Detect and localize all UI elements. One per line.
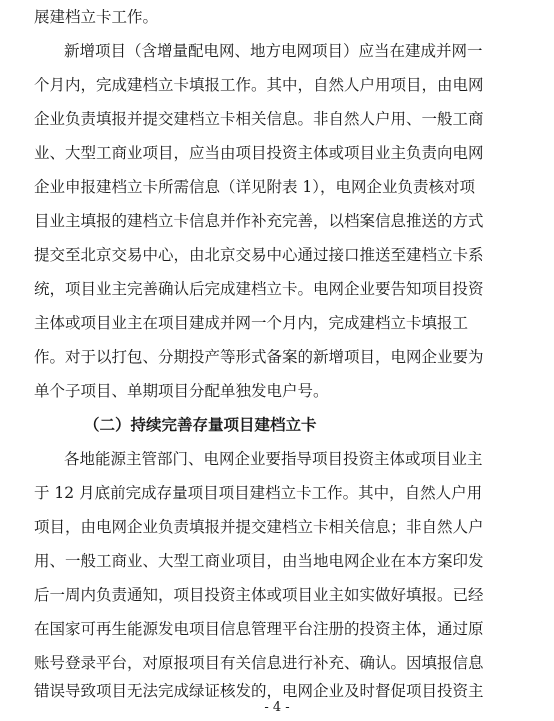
text-line: 错误导致项目无法完成绿证核发的，电网企业及时督促项目投资主 (34, 682, 484, 700)
text-line: 主体或项目业主在项目建成并网一个月内，完成建档立卡填报工 (34, 314, 469, 332)
text-line: 企业负责填报并提交建档立卡相关信息。非自然人户用、一般工商 (34, 110, 484, 128)
text-line: 于 12 月底前完成存量项目项目建档立卡工作。其中，自然人户用 (34, 484, 483, 502)
text-line: 账号登录平台，对原报项目有关信息进行补充、确认。因填报信息 (34, 654, 484, 672)
text-line: 统，项目业主完善确认后完成建档立卡。电网企业要告知项目投资 (34, 280, 484, 298)
text-line: 单个子项目、单期项目分配单独发电户号。 (34, 382, 329, 400)
text-line: 目业主填报的建档立卡信息并作补充完善，以档案信息推送的方式 (34, 212, 484, 230)
paragraph-start: 新增项目（含增量配电网、地方电网项目）应当在建成并网一 (64, 42, 483, 60)
text-line: 在国家可再生能源发电项目信息管理平台注册的投资主体，通过原 (34, 620, 484, 638)
text-line: 作。对于以打包、分期投产等形式备案的新增项目，电网企业要为 (34, 348, 484, 366)
text-line: 个月内，完成建档立卡填报工作。其中，自然人户用项目，由电网 (34, 76, 484, 94)
text-line: 业、大型工商业项目，应当由项目投资主体或项目业主负责向电网 (34, 144, 484, 162)
text-line: 用、一般工商业、大型工商业项目，由当地电网企业在本方案印发 (34, 552, 484, 570)
text-line: 项目，由电网企业负责填报并提交建档立卡相关信息；非自然人户 (34, 518, 484, 536)
text-line: 展建档立卡工作。 (34, 8, 159, 26)
text-line: 企业申报建档立卡所需信息（详见附表 1），电网企业负责核对项 (34, 178, 476, 196)
section-heading: （二）持续完善存量项目建档立卡 (84, 415, 317, 434)
text-line: 提交至北京交易中心，由北京交易中心通过接口推送至建档立卡系 (34, 246, 484, 264)
page-number: - 4 - (264, 700, 290, 715)
text-line: 后一周内负责通知，项目投资主体或项目业主如实做好填报。已经 (34, 586, 484, 604)
paragraph-start: 各地能源主管部门、电网企业要指导项目投资主体或项目业主 (64, 450, 483, 468)
